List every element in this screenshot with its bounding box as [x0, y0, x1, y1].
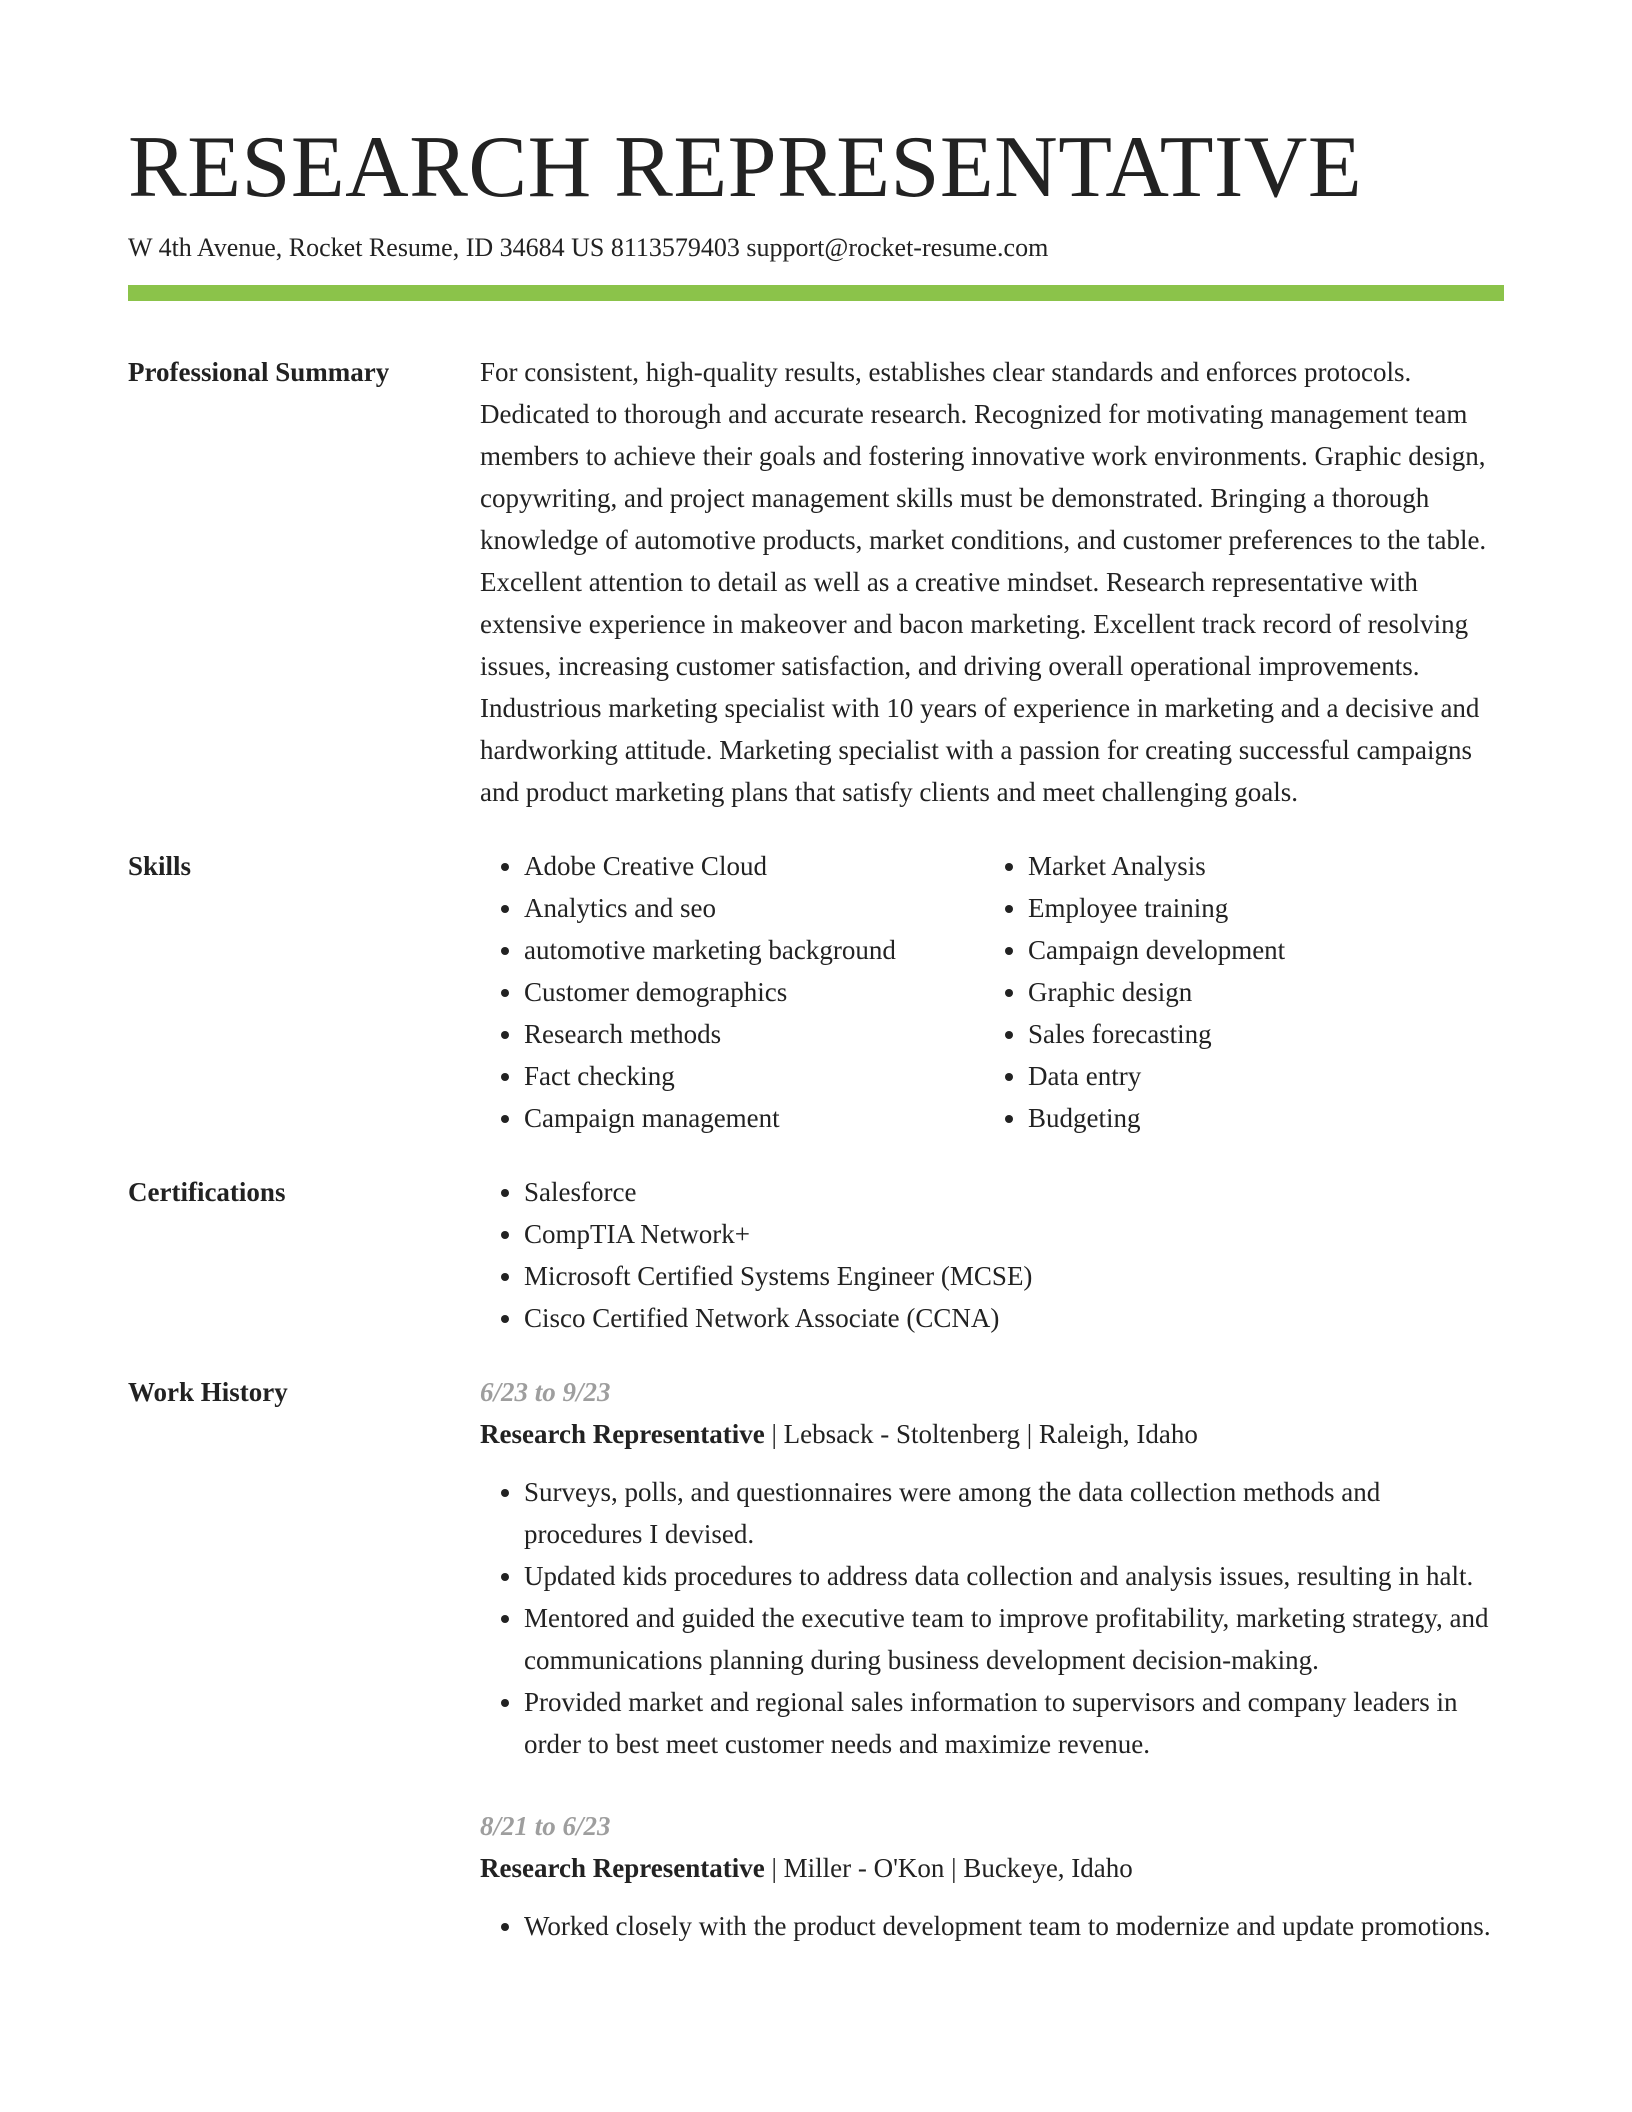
certification-item: • Salesforce [524, 1171, 1504, 1213]
summary-body [480, 351, 1504, 813]
certifications-list [480, 1171, 1504, 1339]
job-details: | Miller - O'Kon | Buckeye, Idaho [764, 1853, 1133, 1883]
job-dates: 6/23 to 9/23 [480, 1377, 611, 1407]
certification-item: • Microsoft Certified Systems Engineer (MCSE) [524, 1255, 1504, 1297]
job-bullet: • Updated kids procedures to address data collection and analysis issues, resulting in halt. [524, 1555, 1504, 1597]
skill-item: • Campaign management [524, 1097, 984, 1139]
skills-list-right [984, 845, 1488, 1139]
skill-item: • Graphic design [1028, 971, 1488, 1013]
skill-item: • Customer demographics [524, 971, 984, 1013]
summary-section [128, 351, 1504, 813]
certification-item: • CompTIA Network+ [524, 1213, 1504, 1255]
skill-item: • Research methods [524, 1013, 984, 1055]
certifications-body [480, 1171, 1504, 1339]
skills-body [480, 845, 1504, 1139]
job-bullet: • Surveys, polls, and questionnaires were among the data collection methods and procedures I devised. [524, 1471, 1504, 1555]
skills-list-left [480, 845, 984, 1139]
job-title: Research Representative [480, 1419, 765, 1449]
skills-grid [480, 845, 1504, 1139]
certification-item: • Cisco Certified Network Associate (CCNA) [524, 1297, 1504, 1339]
section-label-skills: Skills [128, 851, 192, 881]
skill-item: • Adobe Creative Cloud [524, 845, 984, 887]
job-details: | Lebsack - Stoltenberg | Raleigh, Idaho [764, 1419, 1198, 1449]
job-bullet: • Provided market and regional sales information to supervisors and company leaders in order to best meet customer needs and maximize revenue. [524, 1681, 1504, 1765]
contact-info: W 4th Avenue, Rocket Resume, ID 34684 US 8113579403 support@rocket-resume.com [128, 233, 1049, 262]
accent-divider [128, 285, 1504, 301]
skills-column-right [984, 845, 1488, 1139]
certifications-section [128, 1171, 1504, 1339]
section-label-certifications: Certifications [128, 1177, 286, 1207]
resume-name: RESEARCH REPRESENTATIVE [128, 119, 1363, 216]
skills-section [128, 845, 1504, 1139]
skill-item: • Data entry [1028, 1055, 1488, 1097]
section-label-summary: Professional Summary [128, 357, 390, 387]
skill-item: • Analytics and seo [524, 887, 984, 929]
job-title: Research Representative [480, 1853, 765, 1883]
job-entry [480, 1805, 1504, 1947]
skill-item: • Campaign development [1028, 929, 1488, 971]
section-label-work-history: Work History [128, 1377, 288, 1407]
work-history-section [128, 1371, 1504, 1987]
job-dates: 8/21 to 6/23 [480, 1811, 611, 1841]
job-bullets [480, 1471, 1504, 1765]
skill-item: • automotive marketing background [524, 929, 984, 971]
summary-text: For consistent, high-quality results, establishes clear standards and enforces protocols. Dedicated to thorough and accurate research. Recognized for motivating management team members to achieve their goals and fostering innovative work environments. Graphic design, copywriting, and project management skills must be demonstrated. Bringing a thorough knowledge of automotive products, market conditions, and customer preferences to the table. Excellent attention to detail as well as a creative mindset. Research representative with extensive experience in makeover and bacon marketing. Excellent track record of resolving issues, increasing customer satisfaction, and driving overall operational improvements. Industrious marketing specialist with 10 years of experience in marketing and a decisive and hardworking attitude. Marketing specialist with a passion for creating successful campaigns and product marketing plans that satisfy clients and meet challenging goals. [480, 357, 1487, 807]
skill-item: • Budgeting [1028, 1097, 1488, 1139]
job-bullets [480, 1905, 1504, 1947]
job-entry [480, 1371, 1504, 1765]
skills-column-left [480, 845, 984, 1139]
resume-page [128, 118, 1504, 1987]
work-history-body [480, 1371, 1504, 1987]
job-title-line [480, 1847, 1504, 1889]
job-title-line [480, 1413, 1504, 1455]
skill-item: • Market Analysis [1028, 845, 1488, 887]
job-bullet: • Worked closely with the product development team to modernize and update promotions. [524, 1905, 1504, 1947]
skill-item: • Fact checking [524, 1055, 984, 1097]
skill-item: • Employee training [1028, 887, 1488, 929]
skill-item: • Sales forecasting [1028, 1013, 1488, 1055]
job-bullet: • Mentored and guided the executive team to improve profitability, marketing strategy, and communications planning during business development decision-making. [524, 1597, 1504, 1681]
